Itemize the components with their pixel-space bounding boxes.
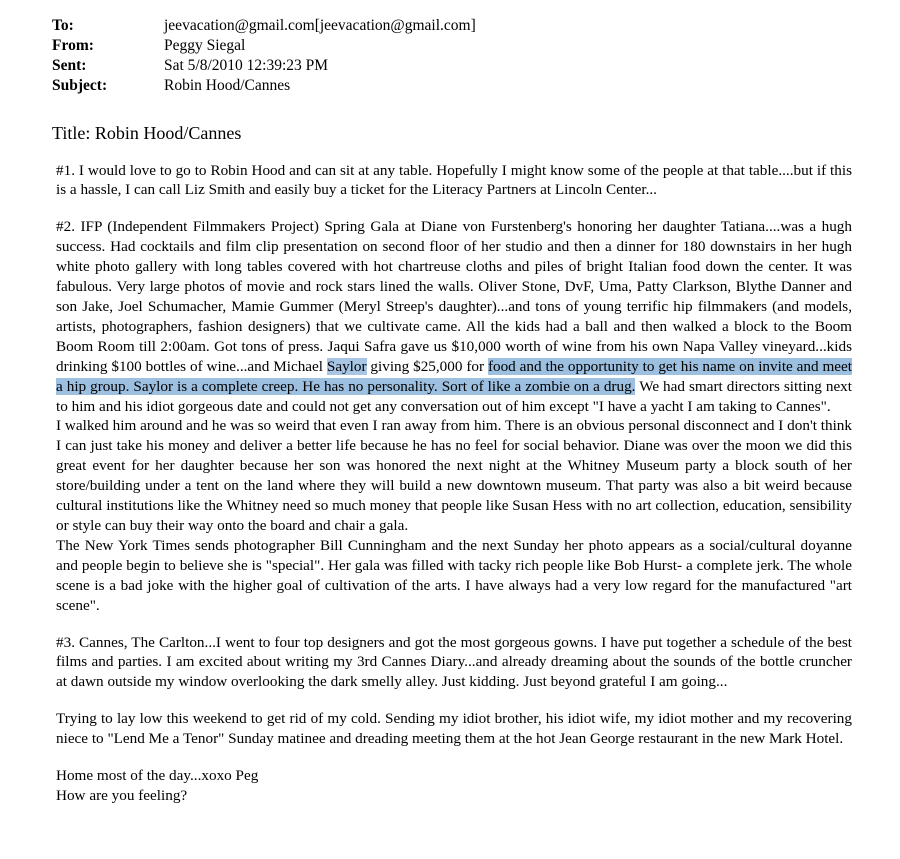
signature-line-1: Home most of the day...xoxo Peg	[56, 767, 259, 785]
header-label-to: To:	[52, 17, 74, 34]
paragraph-2-text-a: #2. IFP (Independent Filmmakers Project) Spring Gala at Diane von Furstenberg's honoring her daughter Tatiana....was a hugh success. Had cocktails and film clip presentation on second floor of her studio and then a dinner for 180 downstairs in her hugh white photo gallery with long tables covered with hot chartreuse cloths and piles of bright Italian food down the center. It was fabulous. Very large photos of movie and rock stars lined the walls. Oliver Stone, DvF, Uma, Patty Clarkson, Blythe Danner and son Jake, Joel Schumacher, Mamie Gummer (Meryl Streep's daughter)...and tons of young terrific hip filmmakers (and models, artists, photographers, fashion designers) that we cultivate came. All the kids had a ball and then walked a block to the Boom Boom Room till 2:00am. Got tons of press. Jaqui Safra gave us $10,000 worth of wine from his own Napa Valley vineyard...kids drinking $100 bottles of wine...and Michael	[56, 218, 852, 375]
header-value-from: Peggy Siegal	[164, 37, 246, 55]
header-row-subject	[52, 76, 852, 96]
document-title: Title: Robin Hood/Cannes	[52, 122, 242, 143]
highlighted-text-block: food and the opportunity to get his name on invite and meet a hip group. Saylor is a complete creep. He has no personality. Sort of like a zombie on a drug.	[56, 357, 852, 395]
header-label-from: From:	[52, 37, 94, 55]
paragraph-2	[56, 217, 852, 416]
paragraph-3: I walked him around and he was so weird that even I ran away from him. There is an obvious personal disconnect and I don't think I can just take his money and deliver a better life because he has no feel for social behavior. Diane was over the moon we did this great event for her daughter because her son was honored the next night at the Whitney Museum party a block south of her store/building under a tent on the land where they will build a new downtown museum. That party was also a bit weird because cultural institutions like the Whitney need so much money that people like Susan Hess with no art collection, education, sensibility or style can buy their way onto the board and chair a gala.	[56, 417, 852, 534]
header-label-subject: Subject:	[52, 77, 108, 95]
header-value-to: jeevacation@gmail.com[jeevacation@gmail.com]	[164, 17, 476, 34]
header-row-to	[52, 16, 852, 36]
paragraph-2-text-c: We had smart directors sitting next to him and his idiot gorgeous date and could not get any conversation out of him except "I have a yacht I am taking to Cannes".	[56, 377, 852, 415]
signature-block	[56, 766, 852, 806]
paragraph-5: #3. Cannes, The Carlton...I went to four top designers and got the most gorgeous gowns. I have put together a schedule of the best films and parties. I am excited about writing my 3rd Cannes Diary...and already dreaming about the sounds of the bottle cruncher at dawn outside my window overlooking the dark smelly alley. Just kidding. Just beyond grateful I am going...	[56, 633, 852, 691]
header-value-sent: Sat 5/8/2010 12:39:23 PM	[164, 57, 329, 75]
header-label-sent: Sent:	[52, 57, 87, 75]
paragraph-2-text-b: giving $25,000 for	[366, 357, 488, 375]
email-body	[56, 161, 852, 806]
header-value-subject: Robin Hood/Cannes	[164, 77, 291, 95]
header-row-sent	[52, 56, 852, 76]
highlighted-text-saylor: Saylor	[326, 357, 367, 375]
signature-line-2: How are you feeling?	[56, 786, 188, 804]
email-document-page	[0, 16, 900, 859]
header-row-from	[52, 36, 852, 56]
paragraph-6: Trying to lay low this weekend to get rid of my cold. Sending my idiot brother, his idiot wife, my idiot mother and my recovering niece to "Lend Me a Tenor" Sunday matinee and dreading meeting them at the hot Jean George restaurant in the new Mark Hotel.	[56, 710, 852, 748]
paragraph-4: The New York Times sends photographer Bill Cunningham and the next Sunday her photo appears as a social/cultural doyanne and people begin to believe she is "special". Her gala was filled with tacky rich people like Bob Hurst- a complete jerk. The whole scene is a bad joke with the higher goal of cultivation of the arts. I have always had a very low regard for the manufactured "art scene".	[56, 536, 852, 614]
paragraph-1: #1. I would love to go to Robin Hood and can sit at any table. Hopefully I might know some of the people at that table....but if this is a hassle, I can call Liz Smith and easily buy a ticket for the Literacy Partners at Lincoln Center...	[56, 161, 852, 199]
email-header-block	[52, 16, 852, 97]
